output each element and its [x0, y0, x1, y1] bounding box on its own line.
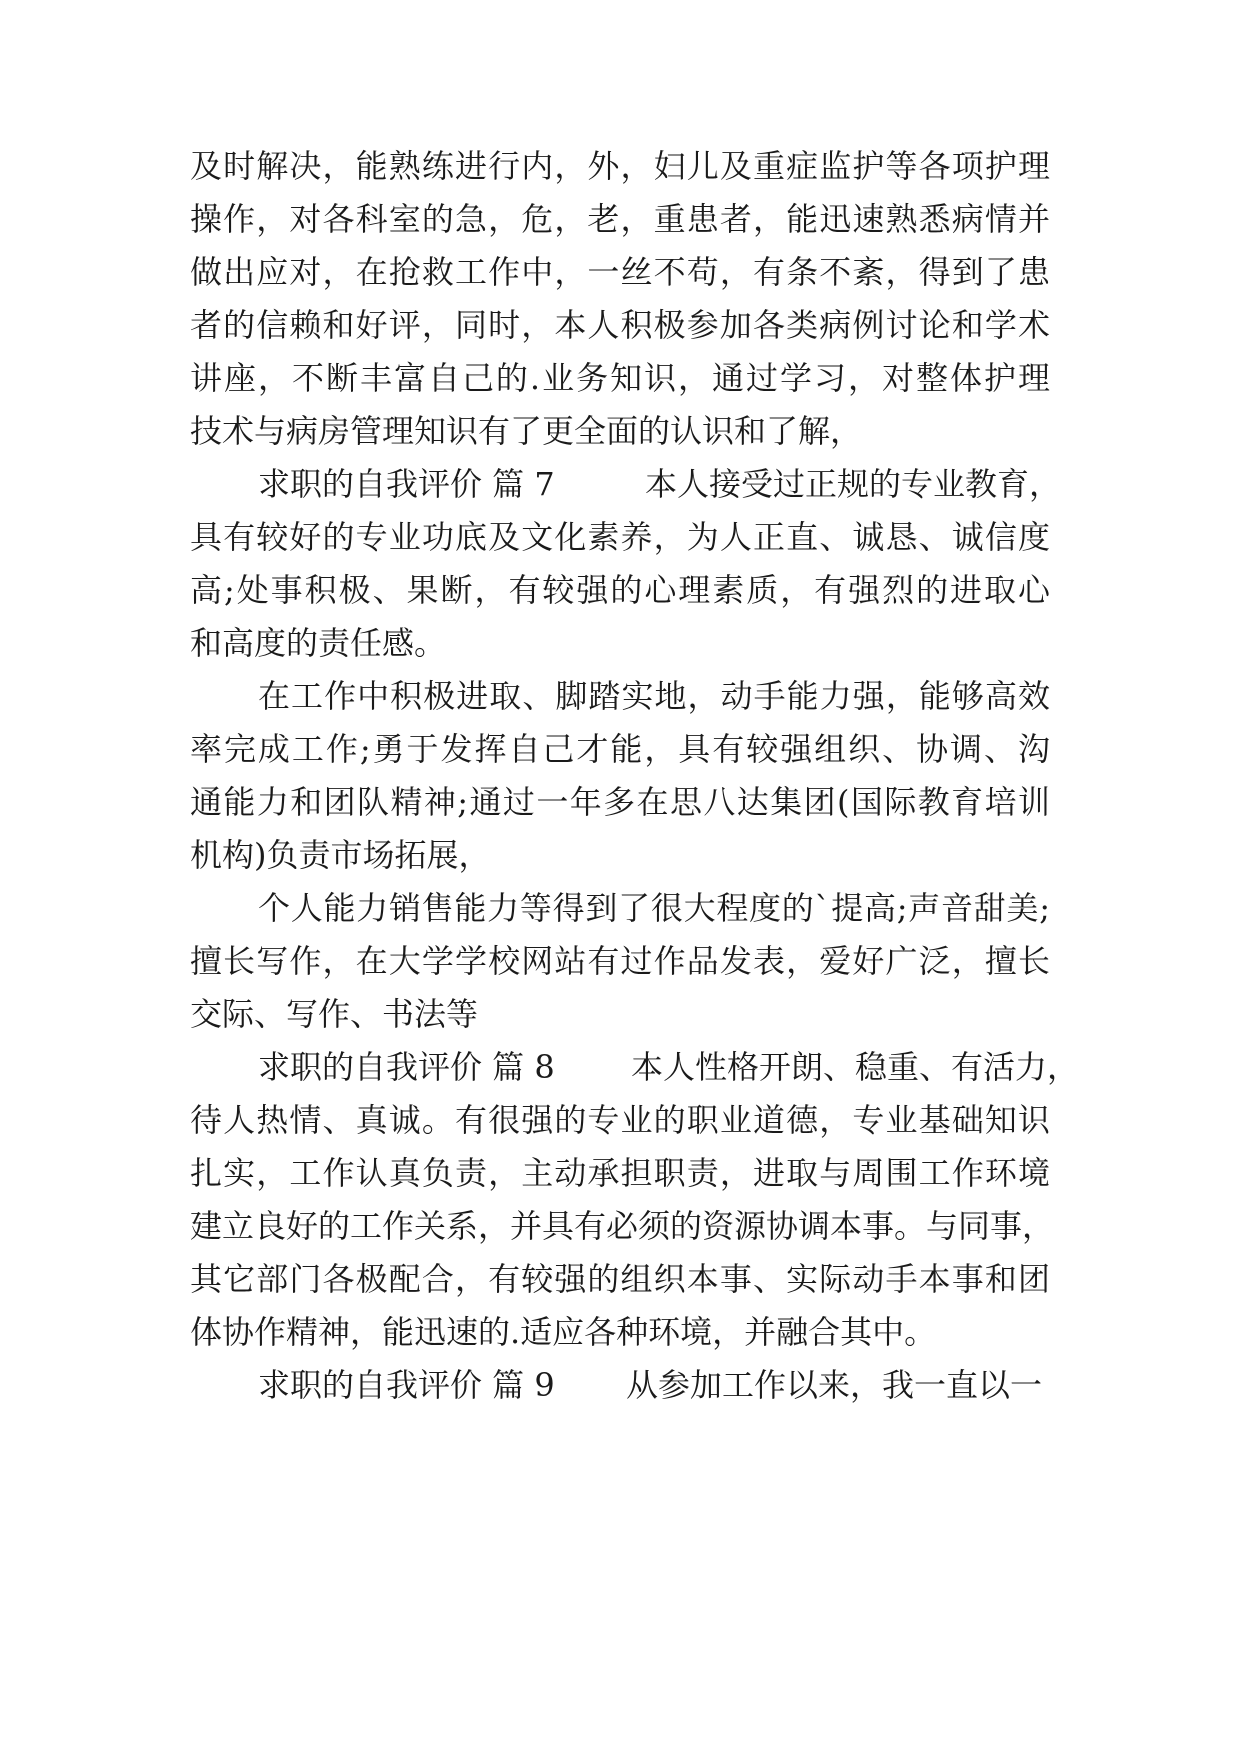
section-heading-line [258, 1361, 1050, 1409]
text-line: 其它部门各极配合，有较强的组织本事、实际动手本事和团 [190, 1260, 1050, 1298]
text-line: 操作，对各科室的急，危，老，重患者，能迅速熟悉病情并 [190, 200, 1050, 238]
text-line: 讲座，不断丰富自己的.业务知识，通过学习，对整体护理 [190, 359, 1050, 397]
text-line: 者的信赖和好评，同时，本人积极参加各类病例讨论和学术 [190, 306, 1050, 344]
section-heading: 求职的自我评价 篇 8 [258, 1048, 555, 1086]
section-heading-line [258, 460, 1062, 508]
text-line: 待人热情、真诚。有很强的专业的职业道德，专业基础知识 [190, 1101, 1050, 1139]
text-line: 从参加工作以来，我一直以一 [626, 1366, 1043, 1404]
text-line: 擅长写作，在大学学校网站有过作品发表，爱好广泛，擅长 [190, 942, 1050, 980]
text-line: 通能力和团队精神;通过一年多在思八达集团(国际教育培训 [190, 783, 1050, 821]
text-line: 个人能力销售能力等得到了很大程度的`提高;声音甜美; [258, 889, 1050, 927]
text-line: 具有较好的专业功底及文化素养，为人正直、诚恳、诚信度 [190, 518, 1050, 556]
text-line: 本人接受过正规的专业教育， [645, 465, 1062, 503]
text-line: 技术与病房管理知识有了更全面的认识和了解， [190, 412, 863, 450]
text-line: 高;处事积极、果断，有较强的心理素质，有强烈的进取心 [190, 571, 1050, 609]
text-line: 扎实，工作认真负责，主动承担职责，进取与周围工作环境 [190, 1154, 1050, 1192]
text-line: 交际、写作、书法等 [190, 995, 479, 1033]
text-line: 率完成工作;勇于发挥自己才能，具有较强组织、协调、沟 [190, 730, 1050, 768]
section-heading-line [258, 1043, 1080, 1091]
section-heading: 求职的自我评价 篇 7 [258, 465, 555, 503]
text-line: 及时解决，能熟练进行内，外，妇儿及重症监护等各项护理 [190, 147, 1050, 185]
text-line: 和高度的责任感。 [190, 624, 447, 662]
text-line: 做出应对，在抢救工作中，一丝不苟，有条不紊，得到了患 [190, 253, 1050, 291]
text-line: 在工作中积极进取、脚踏实地，动手能力强，能够高效 [258, 677, 1050, 715]
text-line: 机构)负责市场拓展， [190, 836, 491, 874]
text-line: 建立良好的工作关系，并具有必须的资源协调本事。与同事， [190, 1207, 1055, 1245]
text-line: 本人性格开朗、稳重、有活力， [631, 1048, 1080, 1086]
text-line: 体协作精神，能迅速的.适应各种环境，并融合其中。 [190, 1313, 937, 1351]
section-heading: 求职的自我评价 篇 9 [258, 1366, 555, 1404]
